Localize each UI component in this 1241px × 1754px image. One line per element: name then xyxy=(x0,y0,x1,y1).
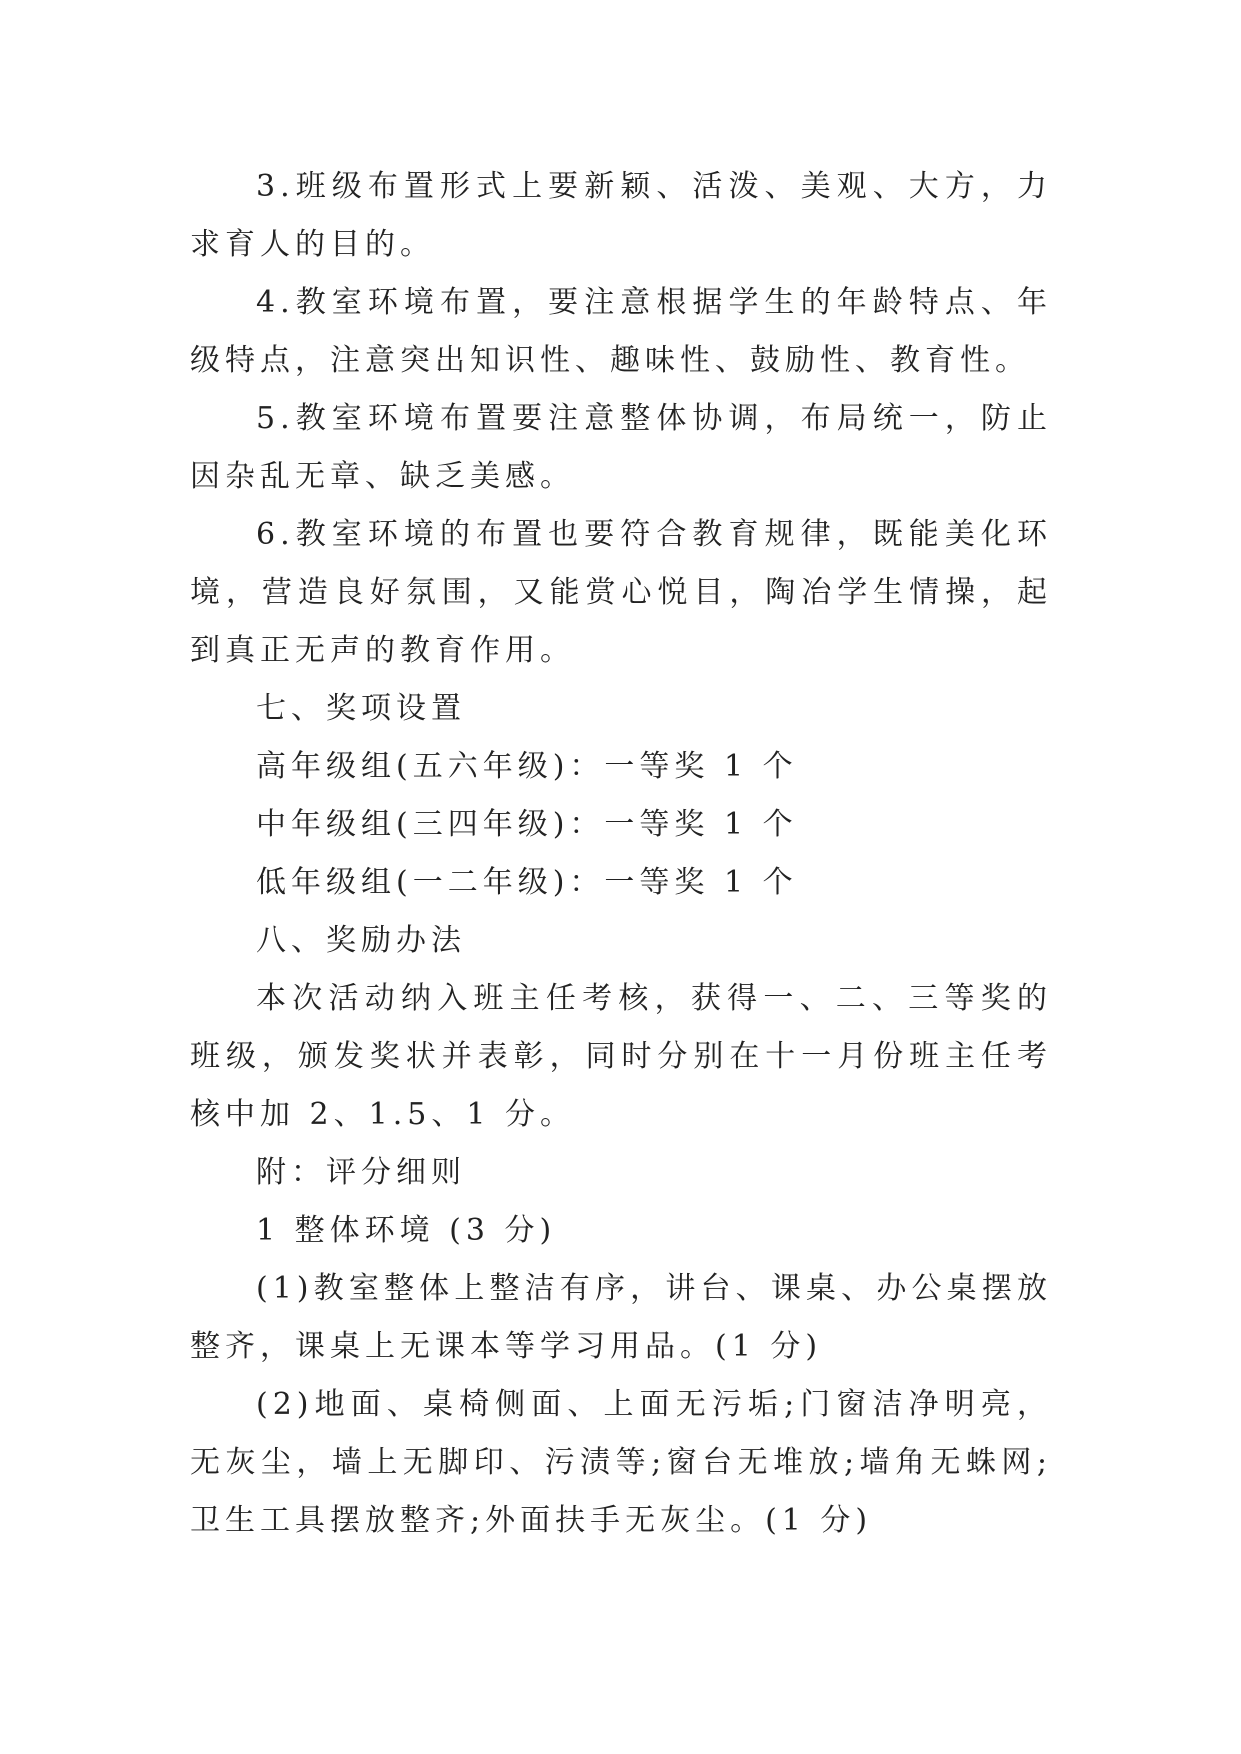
document-page xyxy=(190,158,1052,1550)
criteria-item-1: (1)教室整体上整洁有序，讲台、课桌、办公桌摆放整齐，课桌上无课本等学习用品。(1 分) xyxy=(190,1271,1052,1364)
paragraph-item-4: 4.教室环境布置，要注意根据学生的年龄特点、年级特点，注意突出知识性、趣味性、鼓励性、教育性。 xyxy=(190,285,1052,378)
award-senior-group: 高年级组(五六年级)：一等奖 1 个 xyxy=(256,749,798,784)
criteria-heading-overall: 1 整体环境 (3 分) xyxy=(256,1213,557,1248)
rewards-paragraph: 本次活动纳入班主任考核，获得一、二、三等奖的班级，颁发奖状并表彰，同时分别在十一月份班主任考核中加 2、1.5、1 分。 xyxy=(190,981,1052,1132)
paragraph-item-6: 6.教室环境的布置也要符合教育规律，既能美化环境，营造良好氛围，又能赏心悦目，陶冶学生情操，起到真正无声的教育作用。 xyxy=(190,517,1052,668)
award-junior-group: 低年级组(一二年级)：一等奖 1 个 xyxy=(256,865,798,900)
section-heading-rewards: 八、奖励办法 xyxy=(256,923,466,958)
appendix-heading: 附：评分细则 xyxy=(256,1155,466,1190)
paragraph-item-5: 5.教室环境布置要注意整体协调，布局统一，防止因杂乱无章、缺乏美感。 xyxy=(190,401,1052,494)
section-heading-awards: 七、奖项设置 xyxy=(256,691,466,726)
paragraph-item-3: 3.班级布置形式上要新颖、活泼、美观、大方，力求育人的目的。 xyxy=(190,169,1052,262)
criteria-item-2: (2)地面、桌椅侧面、上面无污垢;门窗洁净明亮，无灰尘，墙上无脚印、污渍等;窗台无堆放;墙角无蛛网;卫生工具摆放整齐;外面扶手无灰尘。(1 分) xyxy=(190,1387,1052,1538)
award-middle-group: 中年级组(三四年级)：一等奖 1 个 xyxy=(256,807,798,842)
